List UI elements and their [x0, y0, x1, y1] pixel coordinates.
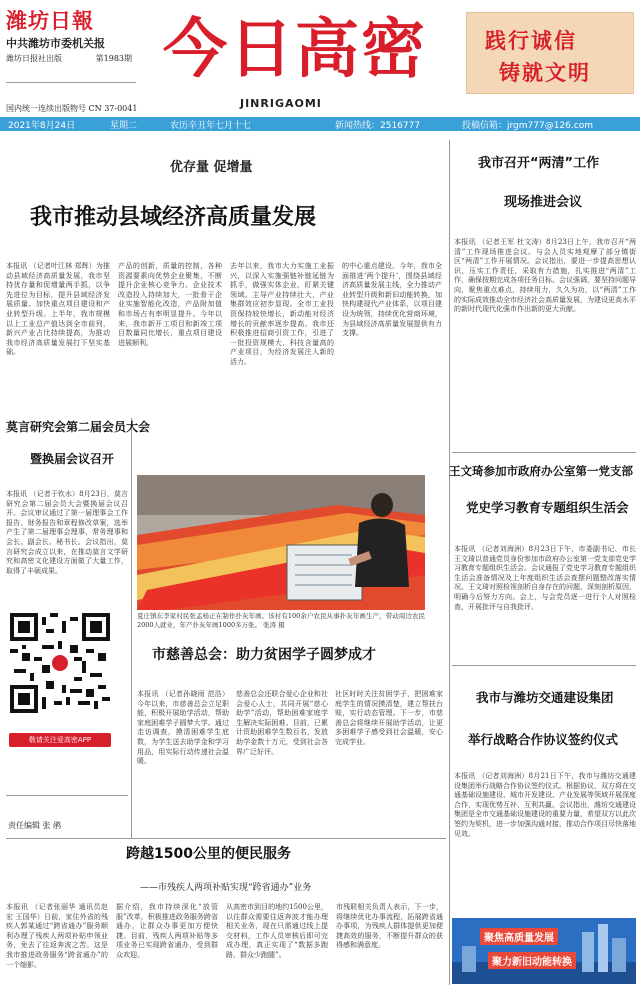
- issue-date: 2021年8月24日: [8, 121, 76, 131]
- weekday: 星期二: [110, 121, 138, 131]
- right2-headline-line1: 王文琦参加市政府办公室第一党支部: [449, 464, 633, 478]
- right3-headline-line2: 举行战略合作协议签约仪式: [468, 732, 619, 747]
- submission-email: 投稿信箱：jrgm777@126.com: [462, 121, 593, 131]
- charity-col1: 本报讯 （记者孙晓雨 范浩）今年以来，市慈善总会立足职能，积极开展助学活动，帮助家庭困难学子圆梦大学。通过走访调查，摸清困难学生底数，为学生送去助学金和学习用品，用实际行动传递社会温暖。: [137, 690, 229, 766]
- date-band: [0, 117, 640, 131]
- slogan-line2: 铸就文明: [499, 60, 591, 85]
- issue-row: [6, 52, 132, 66]
- lead-col2: 产品的创新，质量的控制，各种资源要素向优势企业聚集，不断提升企业核心竞争力。企业技术改造投入持续加大，一批骨干企业实施智能化改造，产品附加值和市场占有率明显提升。今年以来，我市新开工项目和新竣工项目数量同比增长，重点项目建设进展顺利。: [118, 262, 222, 347]
- charity-col3: 社区时时关注贫困学子，把困难家庭学生的情况摸清楚，建立帮扶台账，实行动态管理。下一步，市慈善总会将继续开展助学活动，让更多困难学子感受到社会温暖，安心完成学业。: [335, 690, 443, 746]
- edition-pinyin: JINRIGAOMI: [240, 97, 322, 110]
- masthead-divider: [6, 82, 136, 83]
- right2-body: 本报讯 （记者刘海洲）8月23日下午，市委副书记、市长王文琦以普通党员身份参加市政府办公室第一党支部党史学习教育专题组织生活会。会议通报了党史学习教育专题组织生活会准备情况及上年度组织生活会查摆问题整改落实情况。王文琦对照检视剖析自身存在的问题，深刻剖析原因，明确今后努力方向。会上，与会党员逐一进行个人对照检查，开展批评与自我批评。: [454, 545, 636, 611]
- app-follow-label: 敬请关注爱高密APP: [9, 733, 111, 747]
- left-headline-line1: 莫言研究会第二届会员大会: [6, 420, 151, 434]
- slogan-line1: 践行诚信: [485, 28, 577, 53]
- promo-banner: [452, 918, 636, 984]
- qr-code-icon: [10, 613, 110, 713]
- column-divider: [449, 140, 450, 985]
- app-qr-code[interactable]: [10, 613, 110, 713]
- right3-body: 本报讯 （记者刘海洲）8月21日下午，我市与潍坊交通建设集团举行战略合作协议签约仪式。根据协议，双方将在交通基础设施建设、城市开发建设、产业发展等领域开展深度合作，实现优势互补、互利共赢。会议指出，潍坊交通建设集团是全市交通基础设施建设的重要力量，希望双方以此次签约为契机，进一步加强沟通对接，推动合作项目尽快落地见效。: [454, 772, 636, 838]
- lead-headline: 我市推动县域经济高质量发展: [30, 205, 317, 230]
- right1-headline-line1: 我市召开“两清”工作: [478, 156, 600, 171]
- promo-line2: 聚力新旧动能转换: [488, 952, 576, 969]
- masthead-left: [6, 8, 141, 66]
- photo-caption: 夏庄镇东李家村民张孟杨正在制作扑灰年画。该村有100余户农民从事扑灰年画生产，带动周边农民2000人就业，年产扑灰年画1000多万张。 张涛 摄: [137, 612, 425, 629]
- lunar-date: 农历辛丑年七月十七: [170, 121, 252, 131]
- left-column-divider: [131, 418, 132, 838]
- news-photo: [137, 475, 425, 610]
- editor-divider: [6, 795, 128, 796]
- lead-kicker: 优存量 促增量: [170, 160, 253, 175]
- service-col2: 据介绍，我市持续深化“放管服”改革，积极推进政务服务跨省通办，让群众办事更加方便快捷。目前，残疾人两项补贴等多项业务已实现跨省通办，受到群众欢迎。: [116, 903, 218, 959]
- right-divider-1: [452, 452, 636, 453]
- right1-body: 本报讯 （记者王军 杜文涛）8月23日上午，我市召开“两清”工作现场推进会议。与会人员实地观摩了部分镇街区“两清”工作开展情况。会议指出，要进一步提高思想认识，压实工作责任，采取有力措施，扎实推进“两清”工作，确保按期完成各项任务目标。会议强调，要坚持问题导向，聚焦重点难点，持续用力，久久为功，以“两清”工作的实际成效推动全市经济社会高质量发展，为建设更高水平的新时代现代化强市作出新的更大贡献。: [454, 238, 636, 314]
- cn-number: 国内统一连续出版物号 CN 37-0041: [6, 104, 138, 113]
- right2-headline-line2: 党史学习教育专题组织生活会: [466, 500, 629, 515]
- left-story-body: 本报讯 （记者于钦水）8月23日，莫言研究会第二届会员大会暨换届会议召开。会议审议通过了第一届理事会工作报告、财务报告和章程修改草案，选举产生了第二届理事会理事、常务理事和会长、副会长、秘书长。会议指出，莫言研究会成立以来，在推动莫言文学研究和高密文化建设方面做了大量工作，取得了丰硕成果。: [6, 490, 128, 575]
- bus-divider: [6, 838, 446, 839]
- service-col1: 本报讯 （记者张丽华 通讯员赵宏 王国华）日前，家住外省的残疾人郭某通过“跨省通办”服务顺利办理了残疾人两项补贴申领业务，免去了往返奔波之苦。这是我市推进政务服务“跨省通办”的一个缩影。: [6, 903, 108, 969]
- issue-number: 第1983期: [95, 54, 132, 63]
- service-subhead: ——市残疾人两项补贴实现“跨省通办”业务: [140, 883, 312, 893]
- newspaper-brand: 潍坊日報: [6, 8, 94, 33]
- lead-col3: 去年以来，我市大力实施工业振兴，以深入实施强链补链延链为抓手，做强实体企业，盯紧关键领域。主导产业持续壮大，产业集群效应初步显现。全市工业投资保持较快增长，新动能对经济增长的贡献率逐步提高。我市还积极推进招商引资工作，引进了一批投资规模大、科技含量高的产业项目，为经济发展注入新的活力。: [230, 262, 334, 366]
- publisher-text: 潍坊日报社出版: [6, 54, 62, 63]
- right3-headline-line1: 我市与潍坊交通建设集团: [476, 690, 614, 705]
- right1-headline-line2: 现场推进会议: [504, 195, 583, 210]
- charity-col2: 慈善总会还联合爱心企业和社会爱心人士，共同开展“慈心助学”活动，帮助困难家庭学生解决实际困难。目前，已累计资助困难学生数百名，发放助学金数十万元，受到社会各界广泛好评。: [236, 690, 328, 756]
- right-divider-2: [452, 665, 636, 666]
- charity-headline: 市慈善总会：助力贫困学子圆梦成才: [152, 647, 376, 663]
- promo-line1: 聚焦高质量发展: [480, 928, 558, 945]
- service-col3: 从高密市到目的地约1500公里，以往群众需要往返奔波才能办理相关业务，现在只需通过线上提交材料，工作人员审核后即可完成办理，真正实现了“数据多跑路、群众少跑腿”。: [226, 903, 328, 959]
- edition-title: 今日高密: [163, 13, 427, 87]
- lead-col4: 的中心重点建设。今年，我市全面推进‘两个提升’，围绕县域经济高质量发展主线，全力推动产业转型升级和新旧动能转换，加快构建现代产业体系，以项目建设为统领，持续优化营商环境，为县域经济高质量发展提供有力支撑。: [342, 262, 442, 338]
- left-headline-line2: 暨换届会议召开: [30, 452, 115, 466]
- news-hotline: 新闻热线：2516777: [335, 121, 421, 131]
- service-col4: 市残联相关负责人表示，下一步，将继续优化办事流程，拓展跨省通办事项，为残疾人群体提供更加便捷高效的服务，不断提升群众的获得感和满意度。: [336, 903, 443, 950]
- sponsor-text: 中共潍坊市委机关报: [6, 37, 105, 50]
- service-headline: 跨越1500公里的便民服务: [126, 846, 291, 862]
- lead-col1: 本报讯 （记者叶江林 郑辉）为推动县域经济高质量发展，我市坚持优存量和促增量两手抓，以争先进位为目标，提升县域经济发展质量。加快重点项目建设和产业转型升级。上半年，我市规模以上工业总产值达到全市前列，新兴产业占比持续提高，为推动我市经济高质量发展打下坚实基础。: [6, 262, 110, 357]
- nianhua-workshop-image: [137, 475, 425, 610]
- slogan-box: [466, 12, 634, 94]
- editor-credit: 责任编辑 张 鹃: [8, 821, 62, 830]
